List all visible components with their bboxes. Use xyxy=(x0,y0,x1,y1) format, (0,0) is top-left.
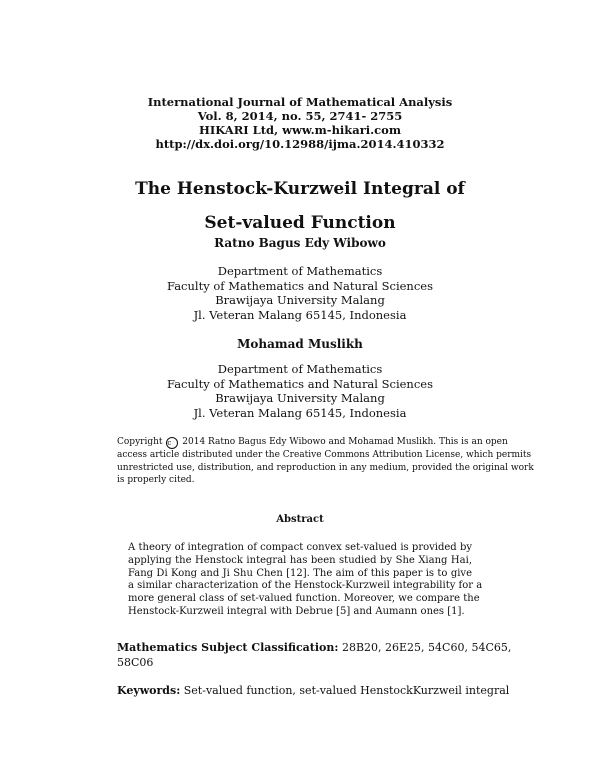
journal-publisher: HIKARI Ltd, www.m-hikari.com xyxy=(199,123,401,137)
copyright-notice xyxy=(117,436,534,487)
title-line-2: Set-valued Function xyxy=(204,213,396,233)
copyright-text: 2014 Ratno Bagus Edy Wibowo and Mohamad Muslikh. This is an open xyxy=(182,437,508,447)
paper-title xyxy=(0,172,600,240)
journal-doi: http://dx.doi.org/10.12988/ijma.2014.410332 xyxy=(155,137,445,151)
affiliation-line: Department of Mathematics xyxy=(217,362,383,376)
affiliation-line: Brawijaya University Malang xyxy=(215,391,385,405)
copyright-line: access article distributed under the Creative Commons Attribution License, which permits xyxy=(117,450,532,460)
copyright-line: is properly cited. xyxy=(117,475,195,485)
affiliation-line: Faculty of Mathematics and Natural Sciences xyxy=(167,278,433,293)
abstract-line: applying the Henstock integral has been studied by She Xiang Hai, xyxy=(128,554,472,566)
affiliation-line: Brawijaya University Malang xyxy=(215,293,385,307)
abstract-line: Fang Di Kong and Ji Shu Chen [12]. The aim of this paper is to give xyxy=(128,567,472,579)
abstract-line: more general class of set-valued function. Moreover, we compare the xyxy=(128,593,480,605)
author-affiliation-2 xyxy=(0,362,600,420)
copyright-line xyxy=(117,436,508,449)
msc-line xyxy=(117,640,512,655)
msc-line: 58C06 xyxy=(117,656,154,669)
keywords xyxy=(117,683,510,698)
affiliation-line: Faculty of Mathematics and Natural Sciences xyxy=(167,376,433,391)
journal-header xyxy=(0,95,600,151)
journal-name: International Journal of Mathematical Analysis xyxy=(147,95,453,109)
abstract-heading: Abstract xyxy=(276,514,324,525)
affiliation-line: Jl. Veteran Malang 65145, Indonesia xyxy=(193,307,407,322)
affiliation-line: Department of Mathematics xyxy=(217,264,383,278)
copyright-prefix: Copyright xyxy=(117,437,163,447)
affiliation-line: Jl. Veteran Malang 65145, Indonesia xyxy=(193,405,407,420)
title-line-1: The Henstock-Kurzweil Integral of xyxy=(135,179,465,199)
author-affiliation-1 xyxy=(0,264,600,322)
subject-classification xyxy=(117,640,512,670)
keywords-label: Keywords: xyxy=(117,684,181,697)
journal-volume: Vol. 8, 2014, no. 55, 2741- 2755 xyxy=(197,109,403,123)
abstract-body xyxy=(128,542,483,619)
copyright-icon: c xyxy=(166,437,178,449)
keywords-text: Set-valued function, set-valued HenstockKurzweil integral xyxy=(183,684,510,697)
abstract-line: Henstock-Kurzweil integral with Debrue [5] and Aumann ones [1]. xyxy=(128,605,465,617)
author-name-2: Mohamad Muslikh xyxy=(237,337,363,351)
abstract-line: A theory of integration of compact convex set-valued is provided by xyxy=(128,542,472,553)
abstract-line: a similar characterization of the Henstock-Kurzweil integrability for a xyxy=(128,580,483,592)
author-name-1: Ratno Bagus Edy Wibowo xyxy=(214,236,386,250)
msc-label: Mathematics Subject Classification: xyxy=(117,641,339,654)
copyright-line: unrestricted use, distribution, and reproduction in any medium, provided the original work xyxy=(117,462,534,473)
msc-codes: 28B20, 26E25, 54C60, 54C65, xyxy=(341,641,512,654)
